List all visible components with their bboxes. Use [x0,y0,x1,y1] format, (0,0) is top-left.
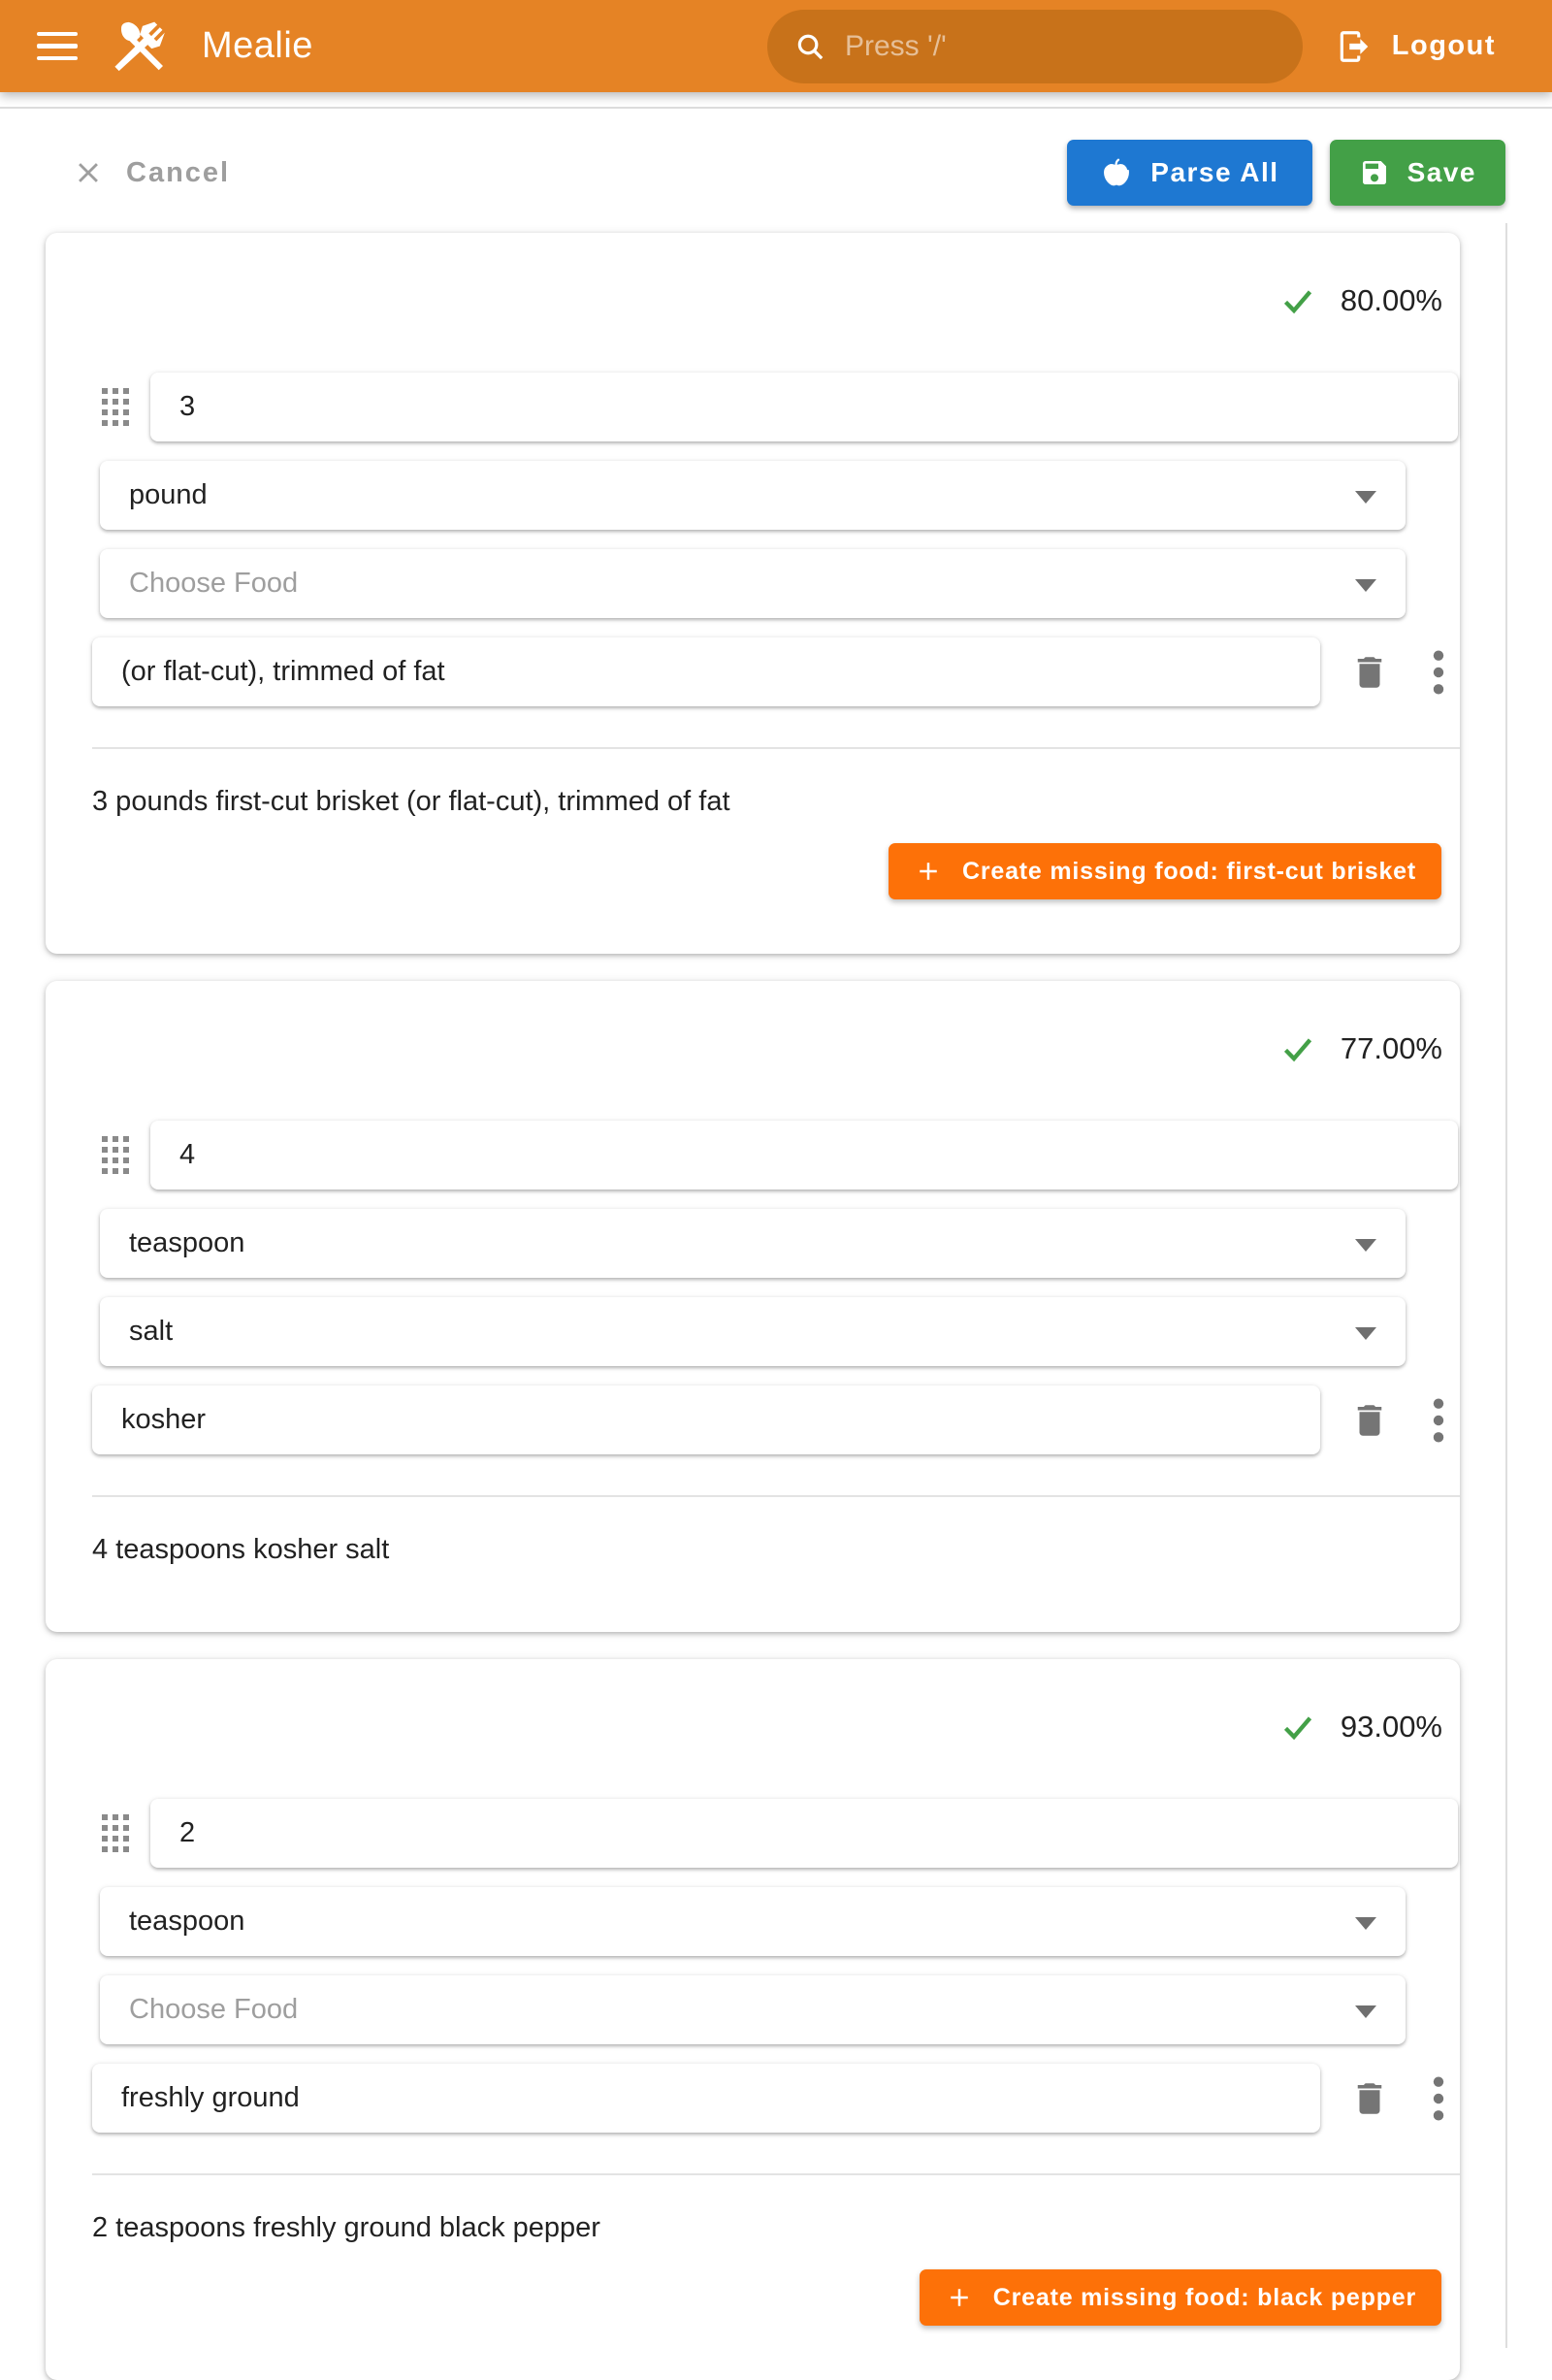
confidence-check-icon [1278,281,1317,320]
trash-icon [1349,652,1390,693]
logout-icon [1336,28,1373,65]
save-icon [1359,157,1390,188]
delete-button[interactable] [1345,1396,1394,1445]
food-select[interactable] [100,549,1406,618]
unit-input[interactable] [129,1227,1338,1259]
kebab-icon [1432,2073,1445,2124]
ingredient-card [46,981,1460,1632]
create-missing-food-button[interactable] [889,843,1441,899]
confidence-check-icon [1278,1029,1317,1068]
drag-handle-icon[interactable] [102,388,129,426]
note-input[interactable] [121,656,1291,688]
search-input[interactable] [845,30,1276,63]
parsed-ingredient-text: 3 pounds first-cut brisket (or flat-cut), trimmed of fat [92,786,730,817]
parse-all-label: Parse All [1150,157,1279,187]
logout-label: Logout [1391,30,1496,61]
chevron-down-icon [1355,1327,1376,1340]
more-options-button[interactable] [1417,648,1460,697]
save-button[interactable] [1330,140,1505,206]
quantity-input[interactable] [179,1817,1429,1849]
confidence-percent: 80.00% [1340,283,1442,317]
note-field-wrap [92,1386,1320,1454]
chevron-down-icon [1355,1239,1376,1252]
quantity-input[interactable] [179,391,1429,423]
card-divider [92,2173,1460,2175]
confidence-percent: 77.00% [1340,1031,1442,1065]
save-label: Save [1406,157,1476,187]
food-select[interactable] [100,1975,1406,2044]
food-input[interactable] [129,568,1338,600]
note-field-wrap [92,2064,1320,2133]
delete-button[interactable] [1345,2074,1394,2123]
cancel-label: Cancel [126,156,231,188]
card-divider [92,1495,1460,1497]
food-input[interactable] [129,1316,1338,1348]
plus-icon [914,857,943,886]
quantity-input[interactable] [179,1139,1429,1171]
food-input[interactable] [129,1994,1338,2026]
scrollbar-track[interactable] [1505,223,1507,2348]
logout-button[interactable] [1336,28,1496,65]
drag-handle-icon[interactable] [102,1814,129,1852]
kebab-icon [1432,647,1445,698]
trash-icon [1349,1400,1390,1441]
unit-input[interactable] [129,1906,1338,1938]
quantity-field-wrap [150,1799,1458,1868]
food-select[interactable] [100,1297,1406,1366]
editor-toolbar [0,109,1552,233]
confidence-check-icon [1278,1708,1317,1746]
note-input[interactable] [121,2082,1291,2114]
unit-select[interactable] [100,1887,1406,1956]
app-bar [0,0,1552,92]
drag-handle-icon[interactable] [102,1136,129,1174]
trash-icon [1349,2078,1390,2119]
unit-select[interactable] [100,1209,1406,1278]
create-missing-food-button[interactable] [920,2269,1441,2326]
unit-select[interactable] [100,461,1406,530]
chevron-down-icon [1355,579,1376,592]
more-options-button[interactable] [1417,2074,1460,2123]
confidence-percent: 93.00% [1340,1710,1442,1744]
cancel-button[interactable] [72,156,230,189]
app-title: Mealie [202,25,313,66]
search-bar[interactable] [767,10,1303,83]
parse-all-button[interactable] [1067,140,1311,206]
chevron-down-icon [1355,2005,1376,2018]
search-icon [794,29,825,64]
quantity-field-wrap [150,1121,1458,1190]
delete-button[interactable] [1345,648,1394,697]
mealie-logo-icon [113,16,175,78]
note-field-wrap [92,637,1320,706]
kebab-icon [1432,1395,1445,1446]
apple-icon [1100,156,1133,189]
ingredient-card [46,233,1460,954]
parsed-ingredient-text: 2 teaspoons freshly ground black pepper [92,2212,600,2243]
note-input[interactable] [121,1404,1291,1436]
ingredient-card [46,1659,1460,2380]
plus-icon [945,2283,974,2312]
quantity-field-wrap [150,373,1458,441]
parsed-ingredient-text: 4 teaspoons kosher salt [92,1534,390,1565]
close-icon [72,156,105,189]
chevron-down-icon [1355,1917,1376,1930]
card-divider [92,747,1460,749]
ingredient-list [0,233,1552,2380]
chevron-down-icon [1355,491,1376,504]
unit-input[interactable] [129,479,1338,511]
create-missing-food-label: Create missing food: black pepper [992,2283,1416,2311]
menu-icon[interactable] [37,26,78,67]
more-options-button[interactable] [1417,1396,1460,1445]
create-missing-food-label: Create missing food: first-cut brisket [962,857,1416,885]
